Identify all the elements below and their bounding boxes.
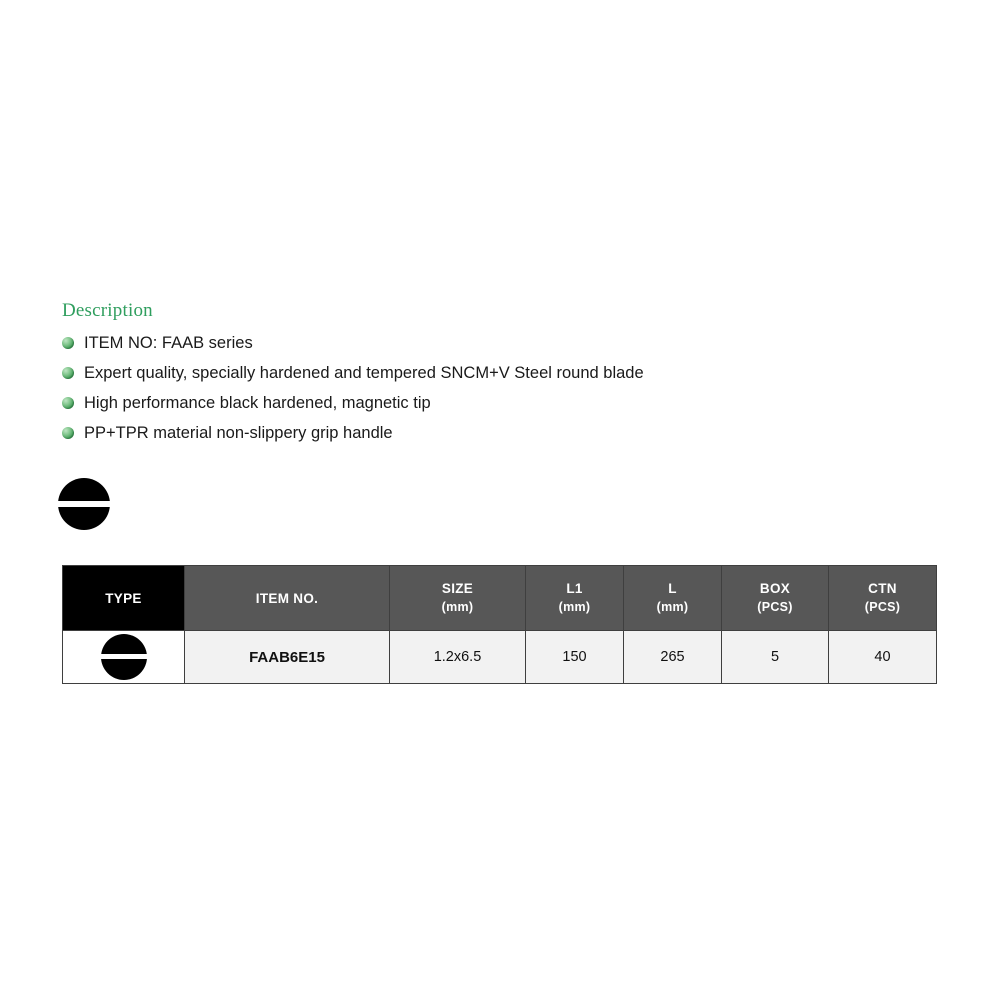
green-bullet-icon	[62, 337, 74, 349]
description-list	[62, 328, 882, 448]
specification-table	[62, 565, 937, 684]
cell-size: 1.2x6.5	[390, 631, 526, 684]
table-row	[63, 631, 937, 684]
column-header-label: ITEM NO.	[255, 590, 319, 606]
column-header-type	[63, 566, 185, 631]
list-item-label: High performance black hardened, magnetic tip	[84, 394, 431, 412]
cell-type	[63, 631, 185, 684]
column-header-box	[722, 566, 829, 631]
list-item	[62, 388, 882, 418]
column-header-l	[624, 566, 722, 631]
list-item-label: PP+TPR material non-slippery grip handle	[84, 424, 393, 442]
column-header-unit: (PCS)	[757, 600, 793, 614]
column-header-unit: (mm)	[441, 600, 474, 614]
column-header-l1	[526, 566, 624, 631]
list-item	[62, 328, 882, 358]
column-header-unit: (mm)	[656, 600, 689, 614]
green-bullet-icon	[62, 397, 74, 409]
column-header-label: L	[668, 581, 677, 596]
column-header-size	[390, 566, 526, 631]
list-item	[62, 418, 882, 448]
description-title: Description	[62, 300, 153, 321]
slotted-screwdriver-tip-icon	[58, 478, 110, 530]
column-header-label: SIZE	[441, 581, 474, 596]
column-header-label: CTN	[868, 581, 897, 596]
list-item	[62, 358, 882, 388]
description-section	[62, 300, 882, 448]
column-header-item-no	[185, 566, 390, 631]
column-header-label: TYPE	[105, 590, 142, 606]
cell-l1: 150	[526, 631, 624, 684]
cell-box: 5	[722, 631, 829, 684]
list-item-label: ITEM NO: FAAB series	[84, 334, 253, 352]
cell-ctn: 40	[829, 631, 937, 684]
slotted-screwdriver-tip-icon	[101, 634, 147, 680]
column-header-ctn	[829, 566, 937, 631]
list-item-label: Expert quality, specially hardened and tempered SNCM+V Steel round blade	[84, 364, 644, 382]
green-bullet-icon	[62, 427, 74, 439]
column-header-label: L1	[566, 581, 583, 596]
tip-icon-slot	[101, 654, 147, 659]
table-header-row	[63, 566, 937, 631]
column-header-unit: (mm)	[558, 600, 591, 614]
column-header-unit: (PCS)	[864, 600, 901, 614]
cell-item-no: FAAB6E15	[185, 631, 390, 684]
cell-l: 265	[624, 631, 722, 684]
column-header-label: BOX	[759, 581, 791, 596]
green-bullet-icon	[62, 367, 74, 379]
tip-icon-slot	[58, 501, 110, 507]
